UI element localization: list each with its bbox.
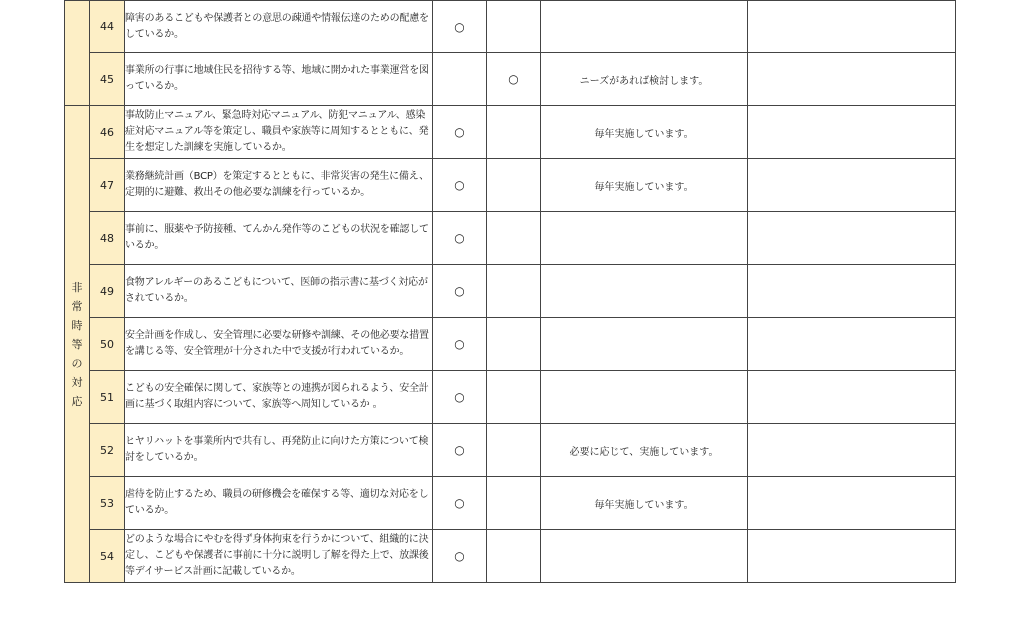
notes-cell: [748, 265, 956, 318]
item-text: 業務継続計画（BCP）を策定するとともに、非常災害の発生に備え、定期的に避難、救出その他必要な訓練を行っているか。: [125, 159, 433, 212]
yes-mark: ○: [433, 212, 487, 265]
remark-text: [541, 265, 748, 318]
section-char: 等: [71, 337, 83, 351]
notes-cell: [748, 53, 956, 106]
remark-text: 毎年実施しています。: [541, 159, 748, 212]
item-text: 障害のあるこどもや保護者との意思の疎通や情報伝達のための配慮をしているか。: [125, 1, 433, 53]
row-number: 54: [90, 530, 125, 583]
row-number: 44: [90, 1, 125, 53]
yes-mark: ○: [433, 1, 487, 53]
yes-mark: ○: [433, 424, 487, 477]
no-mark: [487, 159, 541, 212]
no-mark: [487, 1, 541, 53]
notes-cell: [748, 477, 956, 530]
remark-text: [541, 318, 748, 371]
item-text: 虐待を防止するため、職員の研修機会を確保する等、適切な対応をしているか。: [125, 477, 433, 530]
notes-cell: [748, 106, 956, 159]
row-number: 50: [90, 318, 125, 371]
row-number: 47: [90, 159, 125, 212]
item-text: どのような場合にやむを得ず身体拘束を行うかについて、組織的に決定し、こどもや保護者に事前に十分に説明し了解を得た上で、放課後等デイサービス計画に記載しているか。: [125, 530, 433, 583]
remark-text: ニーズがあれば検討します。: [541, 53, 748, 106]
yes-mark: ○: [433, 530, 487, 583]
item-text: 安全計画を作成し、安全管理に必要な研修や訓練、その他必要な措置を講じる等、安全管理が十分された中で支援が行われているか。: [125, 318, 433, 371]
no-mark: [487, 371, 541, 424]
yes-mark: ○: [433, 318, 487, 371]
item-text: 食物アレルギーのあるこどもについて、医師の指示書に基づく対応がされているか。: [125, 265, 433, 318]
notes-cell: [748, 212, 956, 265]
notes-cell: [748, 371, 956, 424]
remark-text: 毎年実施しています。: [541, 477, 748, 530]
no-mark: [487, 212, 541, 265]
table-row: [65, 371, 956, 424]
notes-cell: [748, 530, 956, 583]
table-row: [65, 265, 956, 318]
table-row: [65, 530, 956, 583]
section-label: [65, 106, 90, 583]
remark-text: 必要に応じて、実施しています。: [541, 424, 748, 477]
row-number: 51: [90, 371, 125, 424]
section-char: 常: [71, 299, 83, 313]
section-char: 対: [71, 375, 83, 389]
notes-cell: [748, 424, 956, 477]
no-mark: [487, 265, 541, 318]
section-char: の: [71, 356, 83, 370]
notes-cell: [748, 318, 956, 371]
section-char: 時: [71, 318, 83, 332]
remark-text: [541, 371, 748, 424]
no-mark: [487, 424, 541, 477]
no-mark: [487, 477, 541, 530]
no-mark: [487, 530, 541, 583]
table-row: [65, 159, 956, 212]
table-row: [65, 1, 956, 53]
no-mark: [487, 318, 541, 371]
yes-mark: ○: [433, 106, 487, 159]
row-number: 53: [90, 477, 125, 530]
table-row: [65, 477, 956, 530]
notes-cell: [748, 1, 956, 53]
evaluation-table: [64, 0, 956, 583]
table-row: [65, 106, 956, 159]
remark-text: [541, 212, 748, 265]
section-char: 応: [71, 394, 83, 408]
notes-cell: [748, 159, 956, 212]
yes-mark: ○: [433, 371, 487, 424]
section-char: 非: [71, 280, 83, 294]
no-mark: ○: [487, 53, 541, 106]
remark-text: [541, 530, 748, 583]
item-text: 事前に、服薬や予防接種、てんかん発作等のこどもの状況を確認しているか。: [125, 212, 433, 265]
category-cell-previous: [65, 1, 90, 106]
item-text: 事業所の行事に地域住民を招待する等、地域に開かれた事業運営を図っているか。: [125, 53, 433, 106]
remark-text: [541, 1, 748, 53]
row-number: 49: [90, 265, 125, 318]
table-row: [65, 212, 956, 265]
item-text: ヒヤリハットを事業所内で共有し、再発防止に向けた方策について検討をしているか。: [125, 424, 433, 477]
item-text: 事故防止マニュアル、緊急時対応マニュアル、防犯マニュアル、感染症対応マニュアル等を策定し、職員や家族等に周知するとともに、発生を想定した訓練を実施しているか。: [125, 106, 433, 159]
table-row: [65, 318, 956, 371]
row-number: 52: [90, 424, 125, 477]
no-mark: [487, 106, 541, 159]
yes-mark: ○: [433, 477, 487, 530]
table-row: [65, 424, 956, 477]
row-number: 45: [90, 53, 125, 106]
yes-mark: ○: [433, 159, 487, 212]
yes-mark: [433, 53, 487, 106]
table-row: [65, 53, 956, 106]
remark-text: 毎年実施しています。: [541, 106, 748, 159]
row-number: 48: [90, 212, 125, 265]
row-number: 46: [90, 106, 125, 159]
item-text: こどもの安全確保に関して、家族等との連携が図られるよう、安全計画に基づく取組内容について、家族等へ周知しているか 。: [125, 371, 433, 424]
yes-mark: ○: [433, 265, 487, 318]
